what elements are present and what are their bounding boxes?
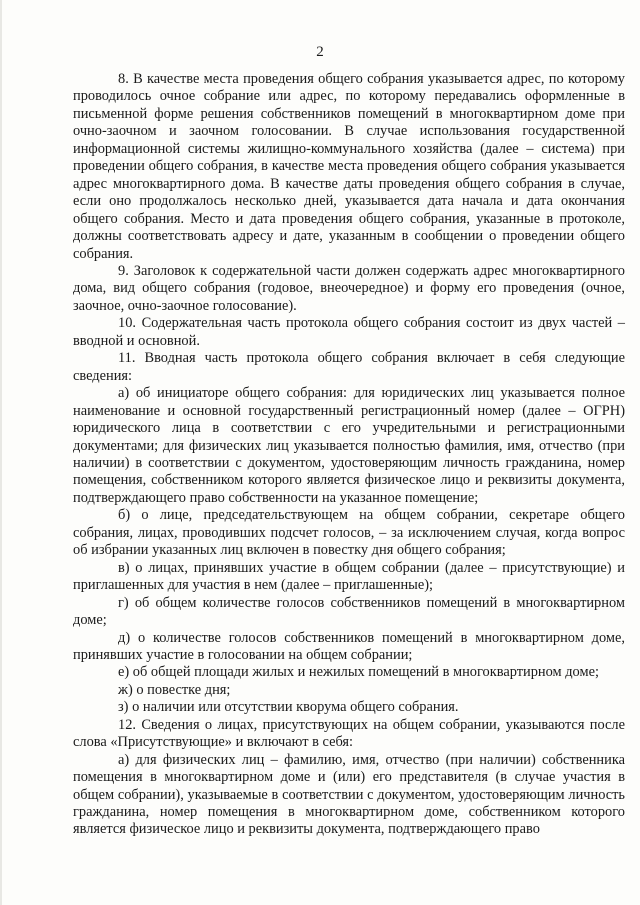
document-body [73, 71, 625, 839]
paragraph-11-d: д) о количестве голосов собственников помещений в многоквартирном доме, принявших участие в голосовании на общем собрании; [73, 629, 625, 663]
paragraph-11-e: е) об общей площади жилых и нежилых помещений в многоквартирном доме; [118, 664, 599, 681]
page-edge [0, 0, 2, 905]
paragraph-12-a: а) для физических лиц – фамилию, имя, отчество (при наличии) собственника помещения в многоквартирном доме и (или) его представителя (в случае участия в общем собрании), указываемые в соответствии с документом, удостоверяющим личность гражданина, номер помещения в многоквартирном доме, собственником которого является физическое лицо и реквизиты документа, подтверждающего право [73, 751, 625, 838]
page-number: 2 [316, 44, 324, 60]
paragraph-11: 11. Вводная часть протокола общего собрания включает в себя следующие сведения: [73, 350, 625, 384]
paragraph-9: 9. Заголовок к содержательной части должен содержать адрес многоквартирного дома, вид общего собрания (годовое, внеочередное) и форму его проведения (очное, заочное, очно-заочное голосование). [73, 262, 625, 314]
paragraph-11-g: г) об общем количестве голосов собственников помещений в многоквартирном доме; [73, 594, 625, 629]
paragraph-11-zh: ж) о повестке дня; [118, 681, 231, 698]
paragraph-11-a: а) об инициаторе общего собрания: для юридических лиц указывается полное наименование и основной государственный регистрационный номер (далее – ОГРН) юридического лица в соответствии с его учредительными и регистрационными документами; для физических лиц указывается полностью фамилия, имя, отчество (при наличии) в соответствии с документом, удостоверяющим личность гражданина, номер помещения, собственником которого является физическое лицо и реквизиты документа, подтверждающего право собственности на указанное помещение; [73, 385, 625, 506]
paragraph-12: 12. Сведения о лицах, присутствующих на общем собрании, указываются после слова «Присутствующие» и включают в себя: [73, 716, 625, 751]
paragraph-11-b: б) о лице, председательствующем на общем собрании, секретаре общего собрания, лицах, проводивших подсчет голосов, – за исключением случая, когда вопрос об избрании указанных лиц включен в повестку дня общего собрания; [73, 507, 625, 559]
paragraph-11-z: з) о наличии или отсутствии кворума общего собрания. [118, 699, 459, 716]
paragraph-11-v: в) о лицах, принявших участие в общем собрании (далее – присутствующие) и приглашенных для участия в нем (далее – приглашенные); [73, 559, 625, 594]
paragraph-10: 10. Содержательная часть протокола общего собрания состоит из двух частей – вводной и основной. [73, 315, 625, 349]
paragraph-8: 8. В качестве места проведения общего собрания указывается адрес, по которому проводилось очное собрание или адрес, по которому передавались оформленные в письменной форме решения собственников помещений в многоквартирном доме при очно-заочном и заочном голосовании. В случае использования государственной информационной системы жилищно-коммунального хозяйства (далее – система) при проведении общего собрания, в качестве места проведения общего собрания указывается адрес многоквартирного дома. В качестве даты проведения общего собрания в случае, если оно продолжалось несколько дней, указывается дата начала и дата окончания общего собрания. Место и дата проведения общего собрания, указанные в протоколе, должны соответствовать адресу и дате, указанным в сообщении о проведении общего собрания. [73, 71, 625, 262]
